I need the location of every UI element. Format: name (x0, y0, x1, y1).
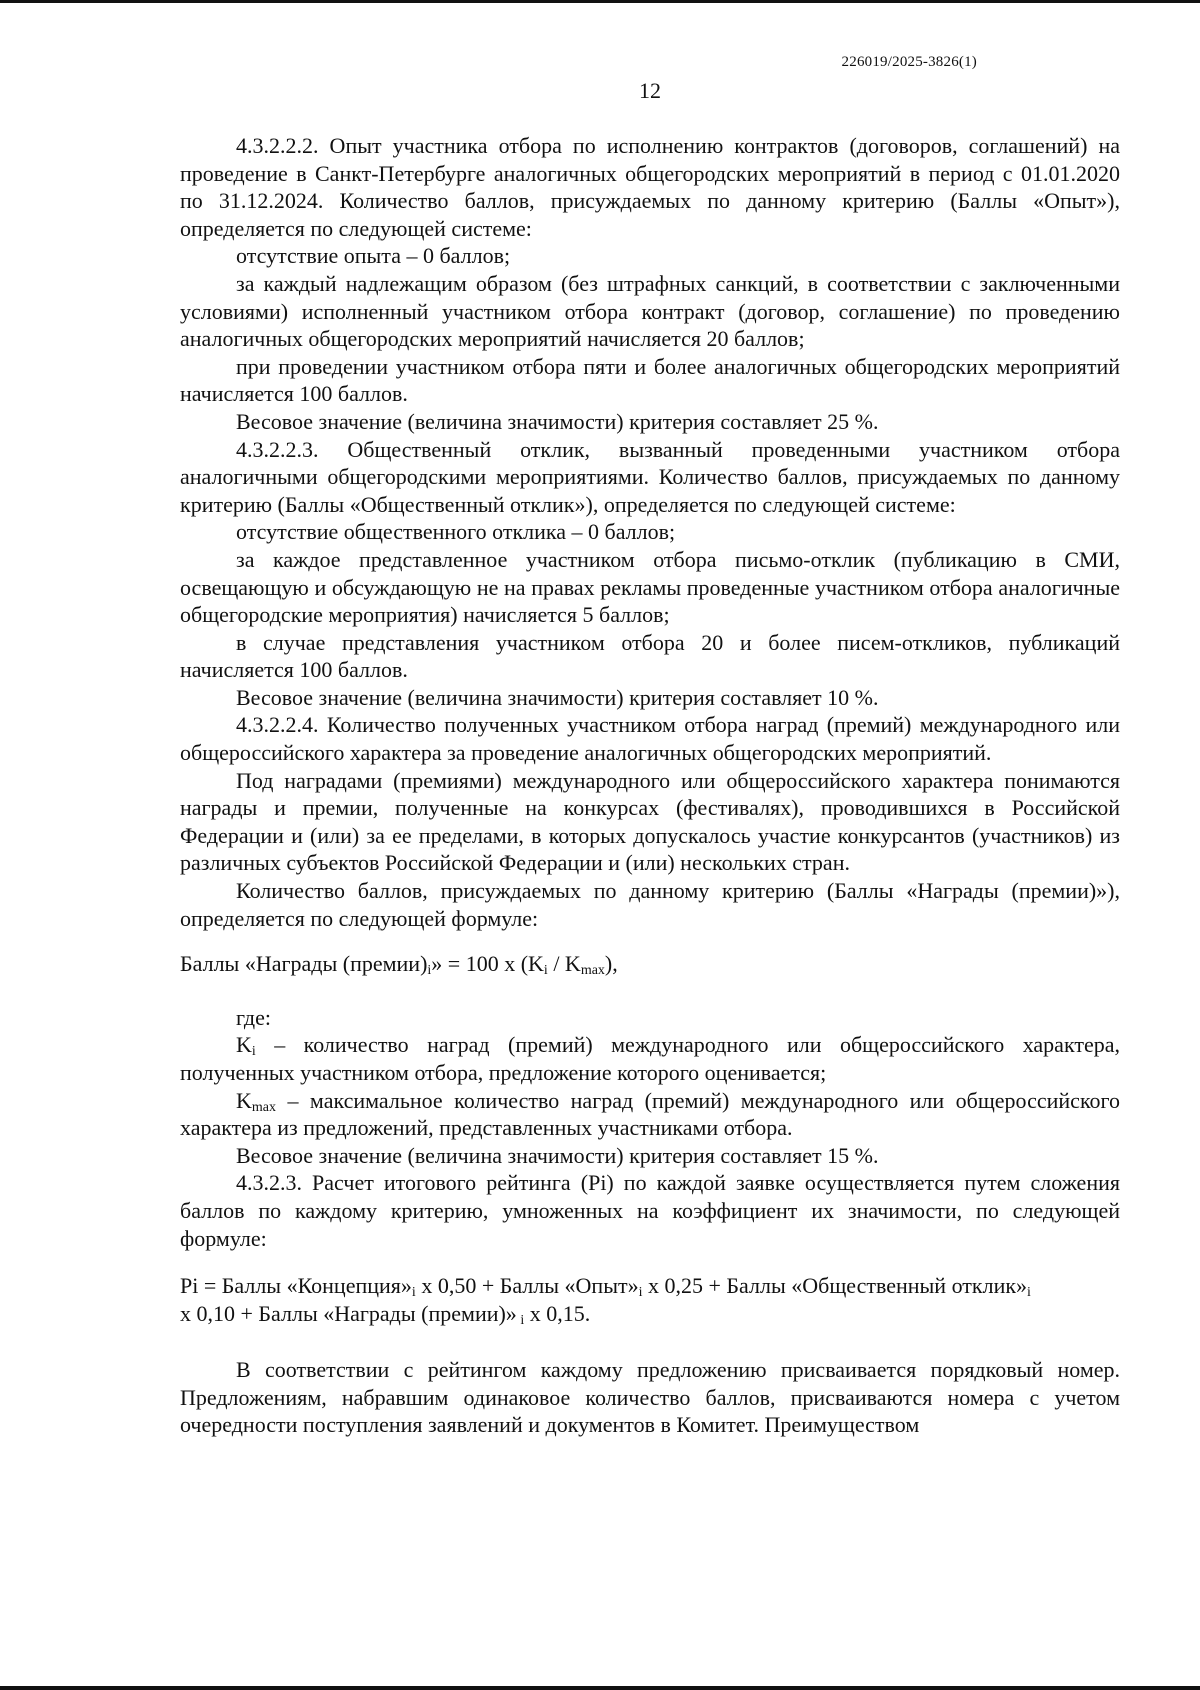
scan-top-edge (0, 0, 1200, 3)
paragraph: отсутствие общественного отклика – 0 баллов; (236, 519, 676, 545)
document-number: 226019/2025-3826(1) (841, 54, 977, 70)
paragraph: 4.3.2.2.3. Общественный отклик, вызванный проведенными участником отбора аналогичными общегородскими мероприятиями. Количество баллов, присуждаемых по данному критерию (Баллы «Общественный отклик»), определяется по следующей системе: (180, 436, 1120, 517)
paragraph: Под наградами (премиями) международного или общероссийского характера понимаются награды и премии, полученные на конкурсах (фестивалях), проводившихся в Российской Федерации и (или) за ее пределами, в которых допускалось участие конкурсантов (участников) из различных субъектов Российской Федерации и (или) нескольких стран. (180, 767, 1120, 876)
final-paragraph: В соответствии с рейтингом каждому предложению присваивается порядковый номер. Предложениям, набравшим одинаковое количество баллов, присваиваются номера с учетом очередности поступления заявлений и документов в Комитет. Преимуществом (180, 1357, 1120, 1438)
paragraph: в случае представления участником отбора 20 и более писем-откликов, публикаций начисляется 100 баллов. (180, 629, 1120, 683)
page-number: 12 (639, 78, 661, 103)
paragraph: отсутствие опыта – 0 баллов; (236, 243, 511, 269)
paragraph: 4.3.2.3. Расчет итогового рейтинга (Pi) по каждой заявке осуществляется путем сложения баллов по каждому критерию, умноженных на коэффициент их значимости, по следующей формуле: (180, 1170, 1120, 1251)
document-body (180, 132, 1120, 1439)
paragraph: за каждое представленное участником отбора письмо-отклик (публикацию в СМИ, освещающую и обсуждающую не на правах рекламы проведенные участником отбора аналогичные общегородские мероприятия) начисляется 5 баллов; (180, 546, 1120, 628)
scan-bottom-edge (0, 1686, 1200, 1690)
paragraph: Весовое значение (величина значимости) критерия составляет 25 %. (236, 408, 879, 434)
paragraph: 4.3.2.2.4. Количество полученных участником отбора наград (премий) международного или общероссийского характера за проведение аналогичных общегородских мероприятий. (180, 712, 1120, 766)
paragraph: за каждый надлежащим образом (без штрафных санкций, в соответствии с заключенными условиями) исполненный участником отбора контракт (договор, соглашение) по проведению аналогичных общегородских мероприятий начисляется 20 баллов; (180, 270, 1120, 352)
kmax-definition: $K_{max}$ – максимальное количество наград (премий) международного или общероссийского характера из предложений, представленных участниками отбора. (180, 1087, 1120, 1141)
paragraph: при проведении участником отбора пяти и более аналогичных общегородских мероприятий начисляется 100 баллов. (180, 353, 1120, 407)
paragraph: Весовое значение (величина значимости) критерия составляет 10 %. (236, 684, 879, 710)
awards-formula: Баллы «Награды $(премии)_i$» = 100 x $(K_i / K_{max})$, (180, 951, 618, 979)
ki-definition: $K_i$ – количество наград (премий) международного или общероссийского характера, полученных участником отбора, предложение которого оценивается; (180, 1032, 1120, 1085)
paragraph: Количество баллов, присуждаемых по данному критерию (Баллы «Награды (премии)»), определяется по следующей формуле: (180, 878, 1120, 931)
rating-formula: Pi = Баллы «$Концепция»_i$ x 0,50 + Баллы «$Опыт»_i$ x 0,25 + Баллы «Общественный $отклик»_i$ x 0,10 + Баллы «Награды (премии)» $_i$ x 0,15. (180, 1273, 1031, 1329)
paragraph: Весовое значение (величина значимости) критерия составляет 15 %. (236, 1142, 879, 1168)
paragraph: 4.3.2.2.2. Опыт участника отбора по исполнению контрактов (договоров, соглашений) на проведение в Санкт-Петербурге аналогичных общегородских мероприятий в период с 01.01.2020 по 31.12.2024. Количество баллов, присуждаемых по данному критерию (Баллы «Опыт»), определяется по следующей системе: (180, 133, 1120, 241)
where-label: где: (236, 1004, 271, 1030)
